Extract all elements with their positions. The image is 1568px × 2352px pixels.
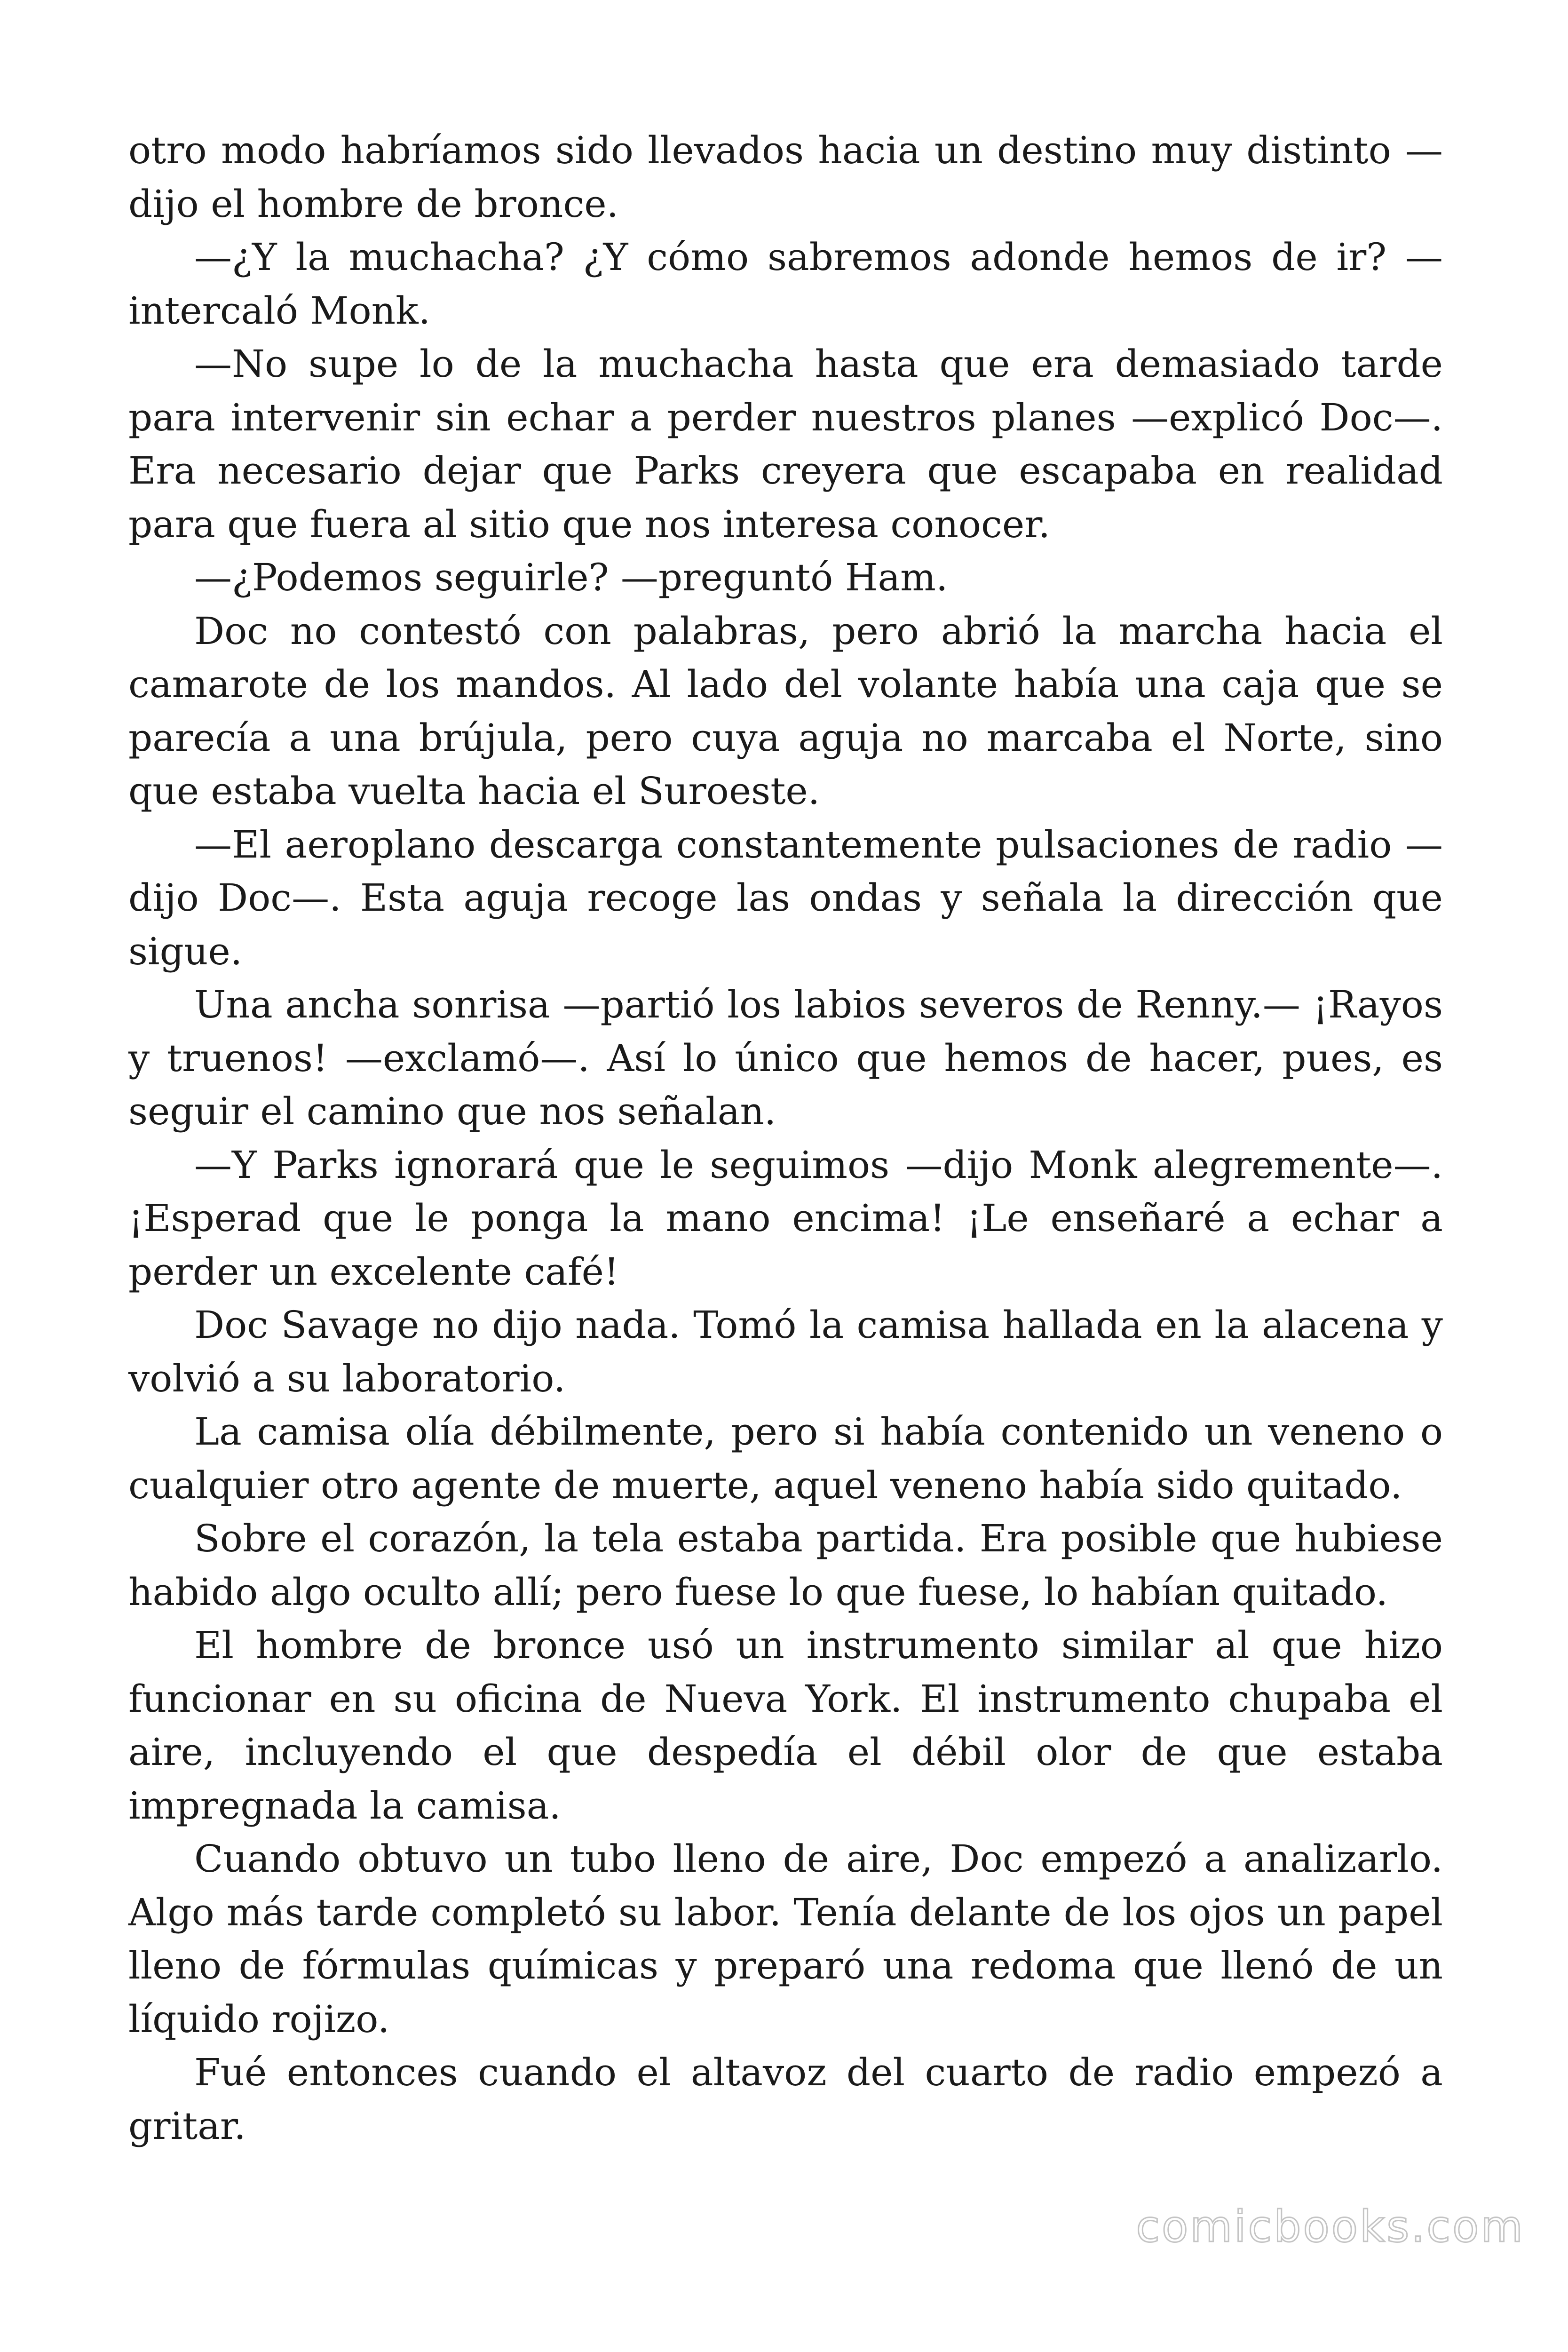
body-text — [128, 124, 1443, 2153]
paragraph: —El aeroplano descarga constantemente pulsaciones de radio —dijo Doc—. Esta aguja recoge las ondas y señala la dirección que sigue. — [128, 822, 1443, 973]
paragraph: La camisa olía débilmente, pero si había contenido un veneno o cualquier otro agente de muerte, aquel veneno había sido quitado. — [128, 1410, 1443, 1507]
paragraph: —¿Podemos seguirle? —preguntó Ham. — [194, 556, 948, 599]
paragraph: Doc Savage no dijo nada. Tomó la camisa hallada en la alacena y volvió a su laboratorio. — [128, 1303, 1443, 1400]
paragraph: —No supe lo de la muchacha hasta que era demasiado tarde para intervenir sin echar a perder nuestros planes —explicó Doc—. Era necesario dejar que Parks creyera que escapaba en realidad para que fuera al sitio que nos interesa conocer. — [128, 342, 1443, 546]
paragraph: otro modo habríamos sido llevados hacia un destino muy distinto —dijo el hombre de bronce. — [128, 128, 1443, 226]
paragraph: Fué entonces cuando el altavoz del cuarto de radio empezó a gritar. — [128, 2050, 1443, 2148]
paragraph: Una ancha sonrisa —partió los labios severos de Renny.— ¡Rayos y truenos! —exclamó—. Así lo único que hemos de hacer, pues, es seguir el camino que nos señalan. — [128, 983, 1443, 1133]
watermark: comicbooks.com — [1136, 2201, 1525, 2252]
paragraph: —Y Parks ignorará que le seguimos —dijo Monk alegremente—. ¡Esperad que le ponga la mano encima! ¡Le enseñaré a echar a perder un excelente café! — [128, 1143, 1443, 1294]
paragraph: Cuando obtuvo un tubo lleno de aire, Doc empezó a analizarlo. Algo más tarde completó su labor. Tenía delante de los ojos un papel lleno de fórmulas químicas y preparó una redoma que llenó de un líquido rojizo. — [128, 1837, 1443, 2041]
paragraph: Doc no contestó con palabras, pero abrió la marcha hacia el camarote de los mandos. Al lado del volante había una caja que se parecía a una brújula, pero cuya aguja no marcaba el Norte, sino que estaba vuelta hacia el Suroeste. — [128, 609, 1443, 813]
paragraph: Sobre el corazón, la tela estaba partida. Era posible que hubiese habido algo oculto allí; pero fuese lo que fuese, lo habían quitado. — [128, 1517, 1443, 1614]
paragraph: El hombre de bronce usó un instrumento similar al que hizo funcionar en su oficina de Nueva York. El instrumento chupaba el aire, incluyendo el que despedía el débil olor de que estaba impregnada la camisa. — [128, 1623, 1443, 1828]
paragraph: —¿Y la muchacha? ¿Y cómo sabremos adonde hemos de ir? —intercaló Monk. — [128, 235, 1443, 333]
